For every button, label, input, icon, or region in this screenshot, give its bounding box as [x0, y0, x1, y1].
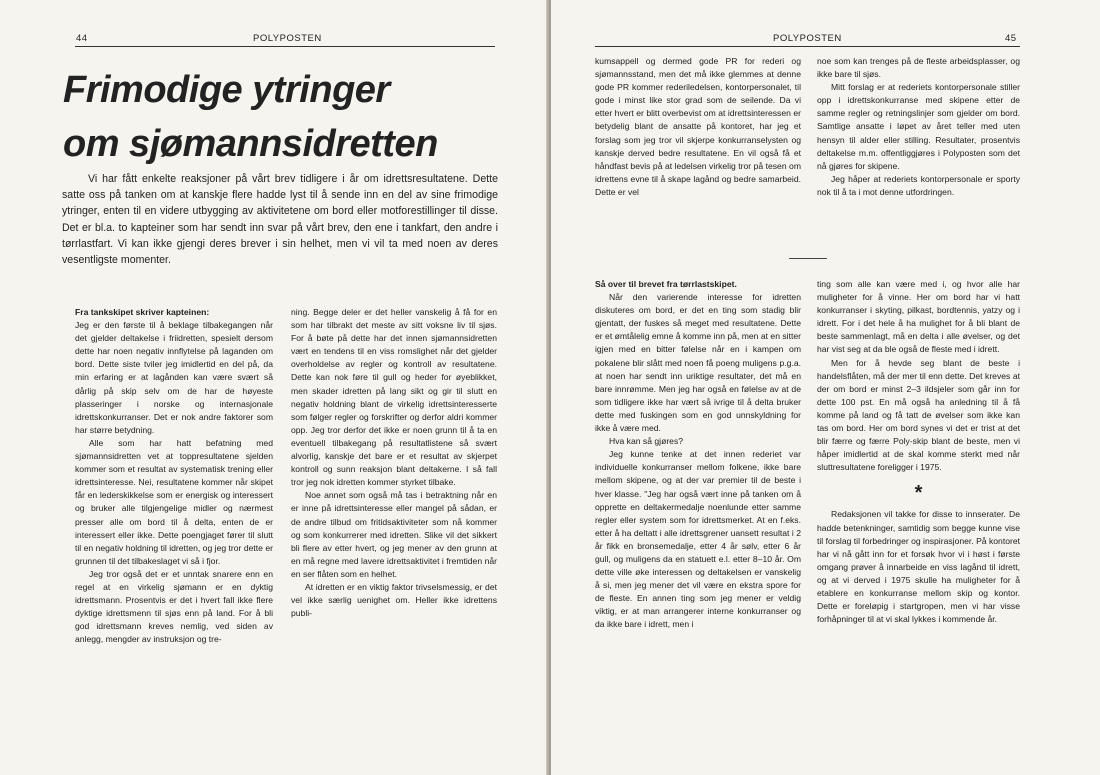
- paragraph: Jeg håper at rederiets kontorpersonale er sporty nok til å ta i mot denne utfordringen.: [817, 173, 1020, 197]
- paragraph: Men for å hevde seg blant de beste i handelsflåten, må der mer til enn dette. Det kreves at der om bord er minst 2–3 ildsjeler som går inn for dette 100 pst. En må også ha anledning til å få komme på land og få tatt de øvelser som ikke kan tas om bord. Her om bord synes vi det er trist at det blir færre og færre Poly-skip blant de beste, men vi håper imidlertid at de skal komme sterkt med når sluttresultatene foreligger i 1975.: [817, 357, 1020, 473]
- header-rule: [75, 46, 495, 47]
- title-line-1: Frimodige ytringer: [63, 69, 390, 111]
- right-column-1-bottom: [595, 278, 801, 632]
- paragraph: Redaksjonen vil takke for disse to innserater. De hadde betenkninger, samtidig som begge kunne vise til forslag til forbedringer og inspirasjoner. På kontoret har vi nå gått inn for et forsøk hvor vi i høst i første omgang prøver å innarbeide en viss lagånd til idrett, og at vi derved i 1975 skulle ha muligheter for å etablere en konkurranse mellom skip og kontor. Dette er foreløpig i startgropen, men vi har visse forhåpninger til at vi skal lykkes i kommende år.: [817, 509, 1021, 625]
- left-page: [0, 0, 549, 775]
- right-column-1-top: [595, 55, 801, 199]
- paragraph: At idretten er en viktig faktor trivselsmessig, er det vel ikke særlig uenighet om. Heller ikke idrettens publi-: [291, 581, 497, 619]
- paragraph: kumsappell og dermed gode PR for rederi og sjømannsstand, men det må ikke glemmes at denne gode PR kommer rederiledelsen, kontorpersonalet, til gode i minst like stor grad som de seilende. Da vi etter hvert er blitt overbevist om at idrettsinteressen er betydelig blant de ansatte på kontoret, har jeg et forslag som jeg tror vil skjerpe konkurranselysten og kanskje derved bedre resultatene. En vil også få et håndfast bevis på at ledelsen virkelig tror på tesen om idrettens evne til å skape lagånd og bedre samarbeid. Dette er vel: [595, 56, 801, 197]
- paragraph: Når den varierende interesse for idretten diskuteres om bord, er det en ting som stadig blir gjentatt, der fuskes så meget med resultatene. Dette er et ømtålelig emne å komme inn på, men at en sitter igjen med en bitter følelse når en i kampen om pokalene blir slått med noen få poeng muligens p.g.a. at noen har sendt inn uriktige resultater, det må en bare innrømme. Men jeg har også en følelse av at de som tidligere ikke har vært så ivrige til å delta bruker dette med fuskingen som en god unnskyldning for ikke å være med.: [595, 292, 801, 434]
- section-heading: Så over til brevet fra tørrlastskipet.: [595, 279, 737, 289]
- paragraph: Jeg tror også det er et unntak snarere enn en regel at en virkelig sjømann er en dyktig idrettsmann. Prosentvis er det i hvert fall ikke flere dyktige idrettsmenn til sjøs enn på land. For å bli god idrettsmann kreves nemlig, ved siden av anlegg, mengder av instruksjon og tre-: [75, 568, 273, 645]
- article-title: [63, 63, 513, 171]
- paragraph: Jeg kunne tenke at det innen rederiet var individuelle konkurranser mellom folkene, ikke bare mellom skipene, og at der var premier til de beste i hver klasse. "Jeg har også vært inne på tanken om å opprette en deltakermedalje noenlunde etter samme regler eller system som for idrettsmerket. At en f.eks. etter å ha deltatt i alle idrettsgrener uansett resultat i 2 år fikk en bronsemedalje, etter 4 år sølv, etter 6 år gull, og muligens da en statuett e.l. etter 8–10 år. Om dette ville øke interessen og deltakelsen er vanskelig å si, men jeg mener det vil være en ekstra spore for de fleste. En annen ting som jeg mener er veldig viktig, er at man arrangerer interne konkurranser og da ikke bare i idrett, men i: [595, 449, 801, 630]
- paragraph: Noe annet som også må tas i betraktning når en er inne på idrettsinteresse eller mangel på sådan, er de andre tilbud om fritidsaktiviteter som nå kommer og som konkurrerer med idretten. Slike vil det sikkert bli flere av etter hvert, og jeg mener av den grunn at en må regne med lavere idrettsaktivitet i fremtiden når en ser flåten som en helhet.: [291, 490, 497, 579]
- header-rule: [595, 46, 1020, 47]
- section-divider: [789, 258, 827, 259]
- section-heading: Fra tankskipet skriver kapteinen:: [75, 307, 210, 317]
- paragraph: ning. Begge deler er det heller vanskelig å få for en som har tilbrakt det meste av sitt voksne liv til sjøs. For å bøte på dette har det innen sjømannsidretten vært en tendens til en viss romslighet når det gjelder overholdelse av regler og kontroll av resultatene. Dette kan nok føre til gull og heder for øyeblikket, men skader idretten på lang sikt og gir til slutt en negativ holdning blant de virkelig idrettsinteresserte som følger regler og forskrifter og derfor aldri kommer opp. Jeg tror derfor det ikke er noen grunn til å ta en eventuell tilbakegang på resultatlistene så svært alvorlig, kanskje det bare er et resultat av skjerpet kontroll og sunn reaksjon blant deltakerne. I så fall tror jeg nok idretten kommer styrket tilbake.: [291, 307, 497, 488]
- page-number: 44: [76, 33, 88, 44]
- article-intro: Vi har fått enkelte reaksjoner på vårt brev tidligere i år om idrettsresultatene. Dette satte oss på tanken om at kanskje flere hadde lyst til å sende inn en del av sine frimodige ytringer, enten til en videre utbygging av aktivitetene om bord eller motforestillinger til disse. Det er bl.a. to kapteiner som har sendt inn svar på vårt brev, den ene i tankfart, den andre i tørrlastfart. Vi kan ikke gjengi deres brever i sin helhet, men vi vil ta med noen av deres vesentligste momenter.: [62, 173, 498, 267]
- paragraph: noe som kan trenges på de fleste arbeidsplasser, og ikke bare til sjøs.: [817, 56, 1020, 80]
- right-column-2-bottom: [817, 278, 1020, 626]
- asterisk-separator: *: [914, 482, 923, 505]
- title-line-2: om sjømannsidretten: [63, 123, 438, 165]
- paragraph: Alle som har hatt befatning med sjømannsidretten vet at toppresultatene sjelden kommer som et resultat av systematisk trening eller idrettsinteresse. Nei, resultatene kommer når skipet får en lederskikkelse som er energisk og interessert og bruker alle tilgjengelige midler og nærmest presser alle om bord til å delta, enten de er interessert eller ikke. Dette poengjaget fører til slutt til en negativ holdning til idretten, og jeg tror dette er grunnen til det tilbakeslaget vi så i fjor.: [75, 437, 273, 566]
- publication-name: POLYPOSTEN: [253, 33, 322, 44]
- paragraph: Hva kan så gjøres?: [609, 436, 684, 447]
- left-column-2: [291, 306, 497, 620]
- publication-name: POLYPOSTEN: [773, 33, 842, 44]
- left-column-1: [75, 306, 273, 646]
- right-page: [551, 0, 1100, 775]
- right-column-2-top: [817, 55, 1020, 199]
- paragraph: Jeg er den første til å beklage tilbakegangen når det gjelder deltakelse i friidretten, spesielt dersom dette har noen negativ innflytelse på laganden om bord. Dette siste tviler jeg imidlertid en del på, da min erfaring er at lagånden kan være svært så dårlig på skip selv om de har de høyeste plasseringer i norske og internasjonale idrettskonkurranser. Det er nok andre faktorer som har større betydning.: [75, 320, 273, 435]
- page-number: 45: [1005, 33, 1017, 44]
- paragraph: Mitt forslag er at rederiets kontorpersonale stiller opp i idrettskonkurranse med skipene etter de samme regler og retningslinjer som gjelder om bord. Samtlige ansatte i løpet av året teller med uten hensyn til alder eller stilling. Resultater, prosentvis deltakelse m.m. offentliggjøres i Polyposten som det nå gjøres for skipene.: [817, 82, 1020, 171]
- paragraph: ting som alle kan være med i, og hvor alle har muligheter for å vinne. Her om bord har vi hatt konkurranser i skyting, pilkast, bordtennis, yatzy og i idrett. For i det hele å ha mulighet for å bli blant de beste sammenlagt, må en delta i alle øvelser, og det har vist seg at da ble også de fleste med i idrett.: [817, 279, 1020, 355]
